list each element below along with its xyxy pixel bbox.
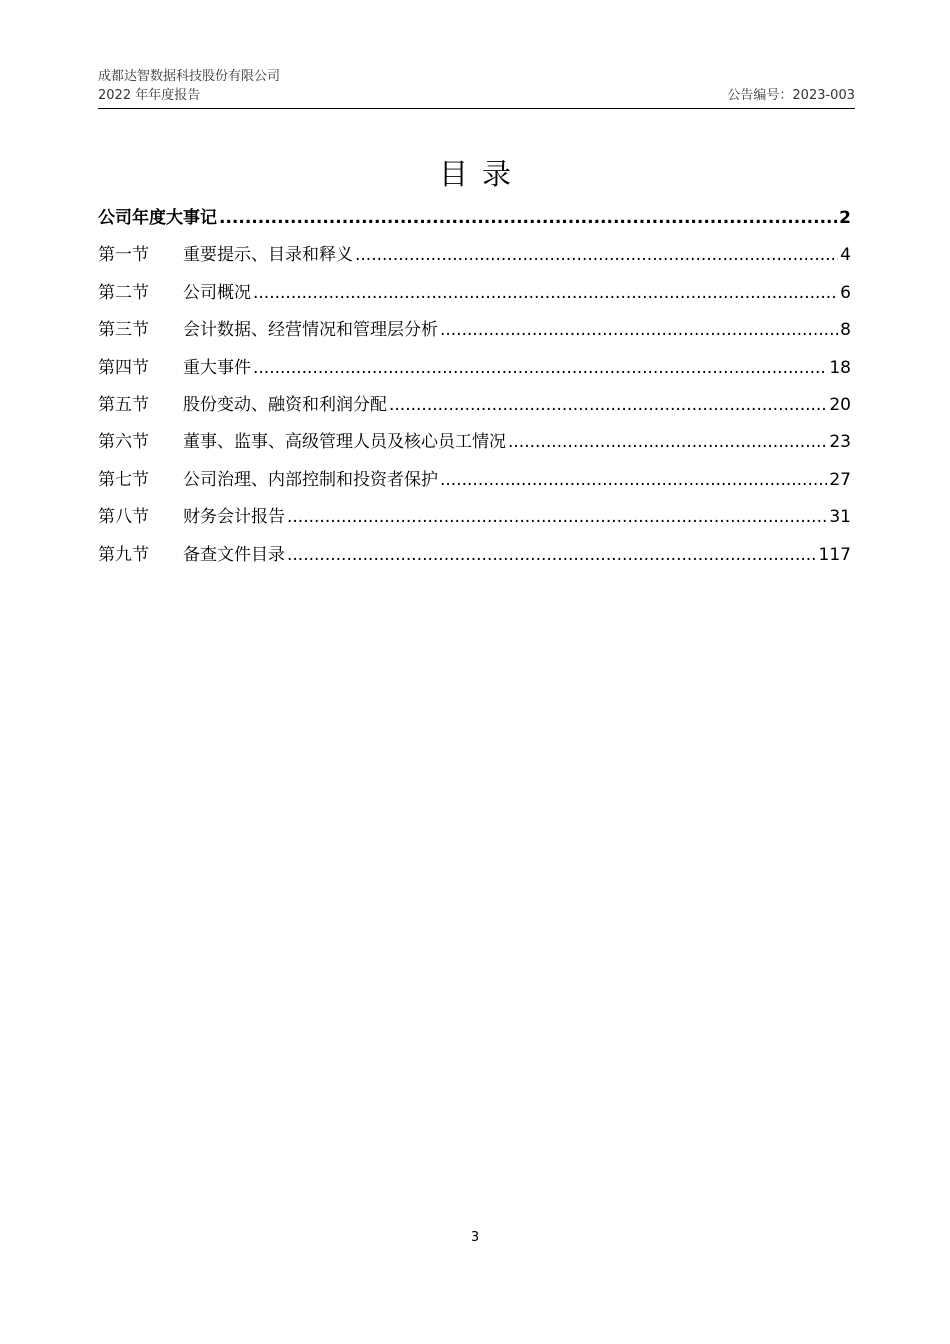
- toc-entry-page: 8: [840, 320, 851, 341]
- toc-entry-name: 重大事件: [183, 357, 251, 378]
- toc-entry-page: 6: [840, 282, 851, 303]
- toc-leader: [287, 537, 817, 574]
- page-number: 3: [470, 1230, 480, 1245]
- toc-entry-section: 第三节: [98, 320, 149, 341]
- toc-entry-highlights[interactable]: [98, 200, 851, 237]
- toc-entry-section-1[interactable]: [98, 237, 851, 274]
- toc-entry-section-9[interactable]: [98, 537, 851, 574]
- toc-entry-name: 财务会计报告: [183, 507, 285, 528]
- toc-entry-section-7[interactable]: [98, 462, 851, 499]
- toc-entry-page: 4: [840, 245, 851, 266]
- toc-entry-section: 第六节: [98, 432, 149, 453]
- toc-entry-name: 股份变动、融资和利润分配: [183, 394, 387, 415]
- toc-leader: [355, 237, 838, 274]
- toc-leader: [508, 424, 827, 461]
- toc-entry-page: 27: [829, 469, 851, 490]
- toc-entry-section: 第八节: [98, 507, 149, 528]
- toc-entry-name: 董事、监事、高级管理人员及核心员工情况: [183, 432, 506, 453]
- toc-entry-section-5[interactable]: [98, 387, 851, 424]
- toc-entry-name: 备查文件目录: [183, 544, 285, 565]
- toc-entry-page: 18: [829, 357, 851, 378]
- toc-leader: [219, 200, 837, 237]
- toc-entry-section: 第四节: [98, 357, 149, 378]
- toc-entry-section: 第七节: [98, 469, 149, 490]
- header-company-name: 成都达智数据科技股份有限公司: [98, 69, 281, 84]
- toc-entry-section-2[interactable]: [98, 275, 851, 312]
- toc-entry-name: 公司年度大事记: [98, 208, 217, 228]
- table-of-contents: [98, 200, 851, 574]
- page-header: [98, 66, 855, 109]
- toc-entry-section-6[interactable]: [98, 424, 851, 461]
- toc-entry-page: 20: [829, 394, 851, 415]
- toc-entry-section: 第二节: [98, 282, 149, 303]
- toc-entry-name: 公司概况: [183, 282, 251, 303]
- toc-leader: [253, 275, 838, 312]
- header-report-title: 2022 年年度报告: [98, 88, 201, 103]
- toc-leader: [440, 462, 827, 499]
- toc-entry-name: 会计数据、经营情况和管理层分析: [183, 320, 438, 341]
- toc-entry-section-4[interactable]: [98, 350, 851, 387]
- toc-entry-name: 重要提示、目录和释义: [183, 245, 353, 266]
- toc-leader: [287, 499, 827, 536]
- toc-leader: [389, 387, 827, 424]
- toc-entry-section-8[interactable]: [98, 499, 851, 536]
- toc-entry-page: 31: [829, 507, 851, 528]
- toc-leader: [253, 350, 827, 387]
- toc-entry-section: 第九节: [98, 544, 149, 565]
- toc-entry-section-3[interactable]: [98, 312, 851, 349]
- toc-entry-page: 2: [839, 208, 851, 228]
- toc-entry-page: 23: [829, 432, 851, 453]
- toc-entry-page: 117: [818, 544, 851, 565]
- toc-title: 目录: [438, 157, 525, 191]
- toc-entry-name: 公司治理、内部控制和投资者保护: [183, 469, 438, 490]
- toc-entry-section: 第一节: [98, 245, 149, 266]
- toc-entry-section: 第五节: [98, 394, 149, 415]
- header-notice-number: 公告编号：2023-003: [727, 88, 855, 103]
- toc-leader: [440, 312, 838, 349]
